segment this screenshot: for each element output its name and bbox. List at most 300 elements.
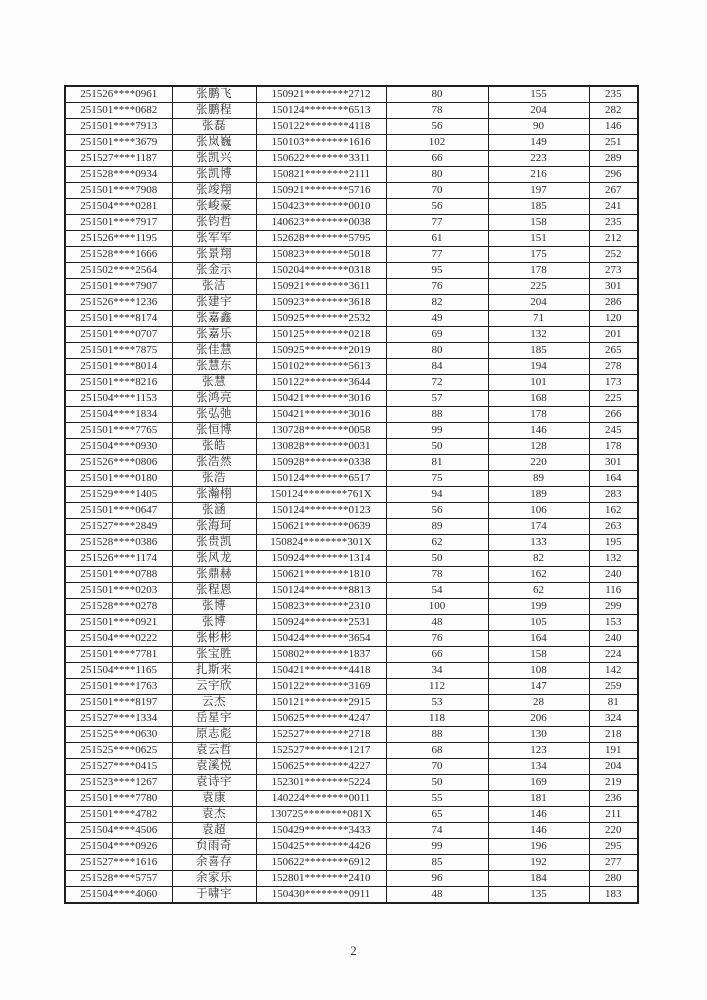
table-cell-score1: 89 [386, 519, 488, 535]
table-cell-exam-no: 251527****2849 [65, 519, 172, 535]
table-cell-name: 张恒博 [172, 423, 256, 439]
table-row [65, 711, 638, 727]
table-cell-name: 张涵 [172, 503, 256, 519]
table-cell-score1: 50 [386, 551, 488, 567]
table-cell-score2: 181 [488, 791, 589, 807]
table-cell-total: 116 [589, 583, 638, 599]
table-cell-name: 张浩 [172, 471, 256, 487]
table-cell-name: 张凯博 [172, 167, 256, 183]
table-cell-score1: 81 [386, 455, 488, 471]
table-cell-total: 219 [589, 775, 638, 791]
table-cell-exam-no: 251501****7907 [65, 279, 172, 295]
table-row [65, 487, 638, 503]
table-cell-score1: 74 [386, 823, 488, 839]
table-cell-id-number: 150621********0639 [256, 519, 386, 535]
table-cell-name: 袁云哲 [172, 743, 256, 759]
table-cell-score1: 100 [386, 599, 488, 615]
table-cell-id-number: 152801********2410 [256, 871, 386, 887]
table-cell-exam-no: 251527****1187 [65, 151, 172, 167]
table-cell-exam-no: 251526****1195 [65, 231, 172, 247]
table-cell-exam-no: 251526****1174 [65, 551, 172, 567]
table-cell-score2: 206 [488, 711, 589, 727]
table-cell-total: 235 [589, 215, 638, 231]
table-cell-name: 张皓 [172, 439, 256, 455]
table-cell-id-number: 150122********3169 [256, 679, 386, 695]
table-cell-exam-no: 251501****7781 [65, 647, 172, 663]
table-cell-name: 余家乐 [172, 871, 256, 887]
table-cell-total: 301 [589, 455, 638, 471]
table-cell-exam-no: 251501****4782 [65, 807, 172, 823]
table-cell-exam-no: 251528****0386 [65, 535, 172, 551]
table-cell-id-number: 150102********5613 [256, 359, 386, 375]
table-cell-exam-no: 251502****2564 [65, 263, 172, 279]
table-cell-score1: 77 [386, 247, 488, 263]
table-row [65, 167, 638, 183]
table-cell-score1: 65 [386, 807, 488, 823]
table-row [65, 231, 638, 247]
table-cell-name: 袁杰 [172, 807, 256, 823]
table-cell-name: 袁溪悦 [172, 759, 256, 775]
table-cell-exam-no: 251525****0630 [65, 727, 172, 743]
table-row [65, 327, 638, 343]
table-cell-score1: 56 [386, 199, 488, 215]
table-cell-total: 132 [589, 551, 638, 567]
table-cell-exam-no: 251504****0926 [65, 839, 172, 855]
table-row [65, 407, 638, 423]
table-cell-score1: 49 [386, 311, 488, 327]
table-cell-name: 于啸宇 [172, 887, 256, 904]
table-cell-total: 146 [589, 119, 638, 135]
table-row [65, 135, 638, 151]
table-cell-score2: 130 [488, 727, 589, 743]
table-cell-id-number: 150121********2915 [256, 695, 386, 711]
table-cell-exam-no: 251501****7875 [65, 343, 172, 359]
table-cell-name: 张弘弛 [172, 407, 256, 423]
table-cell-score1: 76 [386, 631, 488, 647]
table-cell-exam-no: 251504****1153 [65, 391, 172, 407]
table-cell-exam-no: 251527****1334 [65, 711, 172, 727]
table-cell-total: 277 [589, 855, 638, 871]
table-cell-name: 袁诗宇 [172, 775, 256, 791]
table-row [65, 151, 638, 167]
table-cell-name: 张宝胜 [172, 647, 256, 663]
table-row [65, 471, 638, 487]
table-cell-name: 张浩然 [172, 455, 256, 471]
score-table-body [65, 86, 638, 903]
table-cell-name: 袁超 [172, 823, 256, 839]
table-cell-score2: 62 [488, 583, 589, 599]
table-cell-score2: 151 [488, 231, 589, 247]
table-cell-score2: 28 [488, 695, 589, 711]
table-cell-total: 201 [589, 327, 638, 343]
table-cell-score1: 50 [386, 439, 488, 455]
table-cell-score2: 135 [488, 887, 589, 904]
table-cell-score1: 34 [386, 663, 488, 679]
table-cell-exam-no: 251504****4506 [65, 823, 172, 839]
table-cell-id-number: 152527********1217 [256, 743, 386, 759]
table-cell-id-number: 150921********5716 [256, 183, 386, 199]
table-cell-score1: 53 [386, 695, 488, 711]
table-cell-total: 324 [589, 711, 638, 727]
table-cell-score2: 134 [488, 759, 589, 775]
table-cell-id-number: 130828********0031 [256, 439, 386, 455]
table-row [65, 743, 638, 759]
table-cell-score2: 185 [488, 343, 589, 359]
table-cell-score2: 174 [488, 519, 589, 535]
table-cell-total: 278 [589, 359, 638, 375]
table-cell-id-number: 150122********4118 [256, 119, 386, 135]
table-cell-name: 张风龙 [172, 551, 256, 567]
table-cell-total: 241 [589, 199, 638, 215]
table-cell-name: 张博 [172, 599, 256, 615]
table-cell-name: 张钧哲 [172, 215, 256, 231]
table-cell-id-number: 150625********4227 [256, 759, 386, 775]
table-cell-name: 张海珂 [172, 519, 256, 535]
table-cell-exam-no: 251501****1763 [65, 679, 172, 695]
table-cell-score2: 133 [488, 535, 589, 551]
table-cell-score2: 196 [488, 839, 589, 855]
table-cell-score1: 77 [386, 215, 488, 231]
table-cell-score2: 197 [488, 183, 589, 199]
table-cell-exam-no: 251525****0625 [65, 743, 172, 759]
table-cell-exam-no: 251527****1616 [65, 855, 172, 871]
table-cell-total: 142 [589, 663, 638, 679]
table-cell-score2: 185 [488, 199, 589, 215]
table-row [65, 887, 638, 904]
table-cell-score2: 225 [488, 279, 589, 295]
table-cell-score1: 76 [386, 279, 488, 295]
table-cell-score1: 66 [386, 151, 488, 167]
table-cell-score2: 204 [488, 295, 589, 311]
table-cell-name: 云杰 [172, 695, 256, 711]
table-cell-score2: 146 [488, 423, 589, 439]
table-cell-score1: 72 [386, 375, 488, 391]
table-cell-name: 袁康 [172, 791, 256, 807]
table-cell-score1: 78 [386, 567, 488, 583]
table-row [65, 759, 638, 775]
table-cell-total: 273 [589, 263, 638, 279]
table-cell-total: 240 [589, 567, 638, 583]
table-cell-name: 张磊 [172, 119, 256, 135]
table-row [65, 631, 638, 647]
table-cell-id-number: 140623********0038 [256, 215, 386, 231]
table-row [65, 423, 638, 439]
table-cell-id-number: 150622********6912 [256, 855, 386, 871]
table-cell-name: 张峻豪 [172, 199, 256, 215]
table-cell-name: 张景翔 [172, 247, 256, 263]
table-cell-name: 张鸿亮 [172, 391, 256, 407]
table-cell-score2: 164 [488, 631, 589, 647]
table-cell-score1: 68 [386, 743, 488, 759]
table-cell-id-number: 150125********0218 [256, 327, 386, 343]
table-cell-name: 张彬彬 [172, 631, 256, 647]
table-cell-name: 张嘉鑫 [172, 311, 256, 327]
table-cell-id-number: 152527********2718 [256, 727, 386, 743]
table-cell-total: 212 [589, 231, 638, 247]
table-cell-score2: 132 [488, 327, 589, 343]
table-cell-score2: 106 [488, 503, 589, 519]
table-cell-score1: 84 [386, 359, 488, 375]
table-cell-score2: 216 [488, 167, 589, 183]
table-cell-total: 283 [589, 487, 638, 503]
table-cell-total: 204 [589, 759, 638, 775]
table-cell-id-number: 150424********3654 [256, 631, 386, 647]
table-cell-total: 282 [589, 103, 638, 119]
table-cell-total: 289 [589, 151, 638, 167]
table-cell-name: 张军军 [172, 231, 256, 247]
table-cell-id-number: 150824********301X [256, 535, 386, 551]
table-cell-total: 267 [589, 183, 638, 199]
table-cell-name: 张贵凯 [172, 535, 256, 551]
table-cell-id-number: 150621********1810 [256, 567, 386, 583]
table-cell-exam-no: 251501****0788 [65, 567, 172, 583]
table-row [65, 391, 638, 407]
table-cell-score1: 95 [386, 263, 488, 279]
table-row [65, 519, 638, 535]
table-row [65, 439, 638, 455]
table-cell-score1: 61 [386, 231, 488, 247]
table-cell-score2: 101 [488, 375, 589, 391]
table-row [65, 183, 638, 199]
table-cell-id-number: 150821********2111 [256, 167, 386, 183]
table-cell-exam-no: 251526****0961 [65, 86, 172, 103]
table-cell-score2: 178 [488, 263, 589, 279]
table-cell-total: 120 [589, 311, 638, 327]
table-row [65, 871, 638, 887]
table-cell-total: 178 [589, 439, 638, 455]
page-number: 2 [350, 944, 357, 958]
table-cell-name: 扎斯来 [172, 663, 256, 679]
table-cell-exam-no: 251501****0707 [65, 327, 172, 343]
table-row [65, 727, 638, 743]
table-cell-score1: 57 [386, 391, 488, 407]
table-cell-score2: 128 [488, 439, 589, 455]
table-cell-id-number: 150925********2532 [256, 311, 386, 327]
table-cell-score2: 162 [488, 567, 589, 583]
table-cell-total: 211 [589, 807, 638, 823]
table-cell-exam-no: 251504****0930 [65, 439, 172, 455]
table-cell-name: 云宇欣 [172, 679, 256, 695]
table-row [65, 663, 638, 679]
table-cell-id-number: 150124********6517 [256, 471, 386, 487]
table-cell-score2: 149 [488, 135, 589, 151]
table-cell-total: 173 [589, 375, 638, 391]
table-cell-score2: 155 [488, 86, 589, 103]
table-cell-id-number: 150823********5018 [256, 247, 386, 263]
table-row [65, 823, 638, 839]
table-cell-total: 295 [589, 839, 638, 855]
table-row [65, 695, 638, 711]
table-cell-id-number: 150802********1837 [256, 647, 386, 663]
table-cell-total: 240 [589, 631, 638, 647]
table-cell-score1: 88 [386, 727, 488, 743]
table-cell-total: 245 [589, 423, 638, 439]
table-cell-exam-no: 251501****0921 [65, 615, 172, 631]
table-cell-score2: 123 [488, 743, 589, 759]
table-cell-score2: 82 [488, 551, 589, 567]
table-cell-name: 张鹏程 [172, 103, 256, 119]
table-cell-score2: 223 [488, 151, 589, 167]
table-cell-id-number: 130728********0058 [256, 423, 386, 439]
table-cell-score1: 80 [386, 343, 488, 359]
table-cell-total: 220 [589, 823, 638, 839]
table-cell-total: 225 [589, 391, 638, 407]
table-cell-exam-no: 251501****0647 [65, 503, 172, 519]
table-cell-exam-no: 251501****3679 [65, 135, 172, 151]
table-cell-id-number: 152301********5224 [256, 775, 386, 791]
table-cell-score1: 55 [386, 791, 488, 807]
table-cell-id-number: 150421********3016 [256, 407, 386, 423]
table-cell-exam-no: 251527****0415 [65, 759, 172, 775]
table-cell-name: 岳星宇 [172, 711, 256, 727]
table-cell-score2: 90 [488, 119, 589, 135]
table-cell-id-number: 150925********2019 [256, 343, 386, 359]
table-cell-total: 218 [589, 727, 638, 743]
table-cell-total: 265 [589, 343, 638, 359]
table-cell-id-number: 150921********2712 [256, 86, 386, 103]
table-cell-id-number: 150429********3433 [256, 823, 386, 839]
table-cell-name: 贠雨奇 [172, 839, 256, 855]
table-cell-score2: 204 [488, 103, 589, 119]
table-cell-score2: 146 [488, 823, 589, 839]
table-cell-id-number: 150124********8813 [256, 583, 386, 599]
table-row [65, 551, 638, 567]
table-cell-total: 236 [589, 791, 638, 807]
table-cell-id-number: 140224********0011 [256, 791, 386, 807]
table-row [65, 775, 638, 791]
table-cell-total: 195 [589, 535, 638, 551]
table-row [65, 311, 638, 327]
table-cell-exam-no: 251501****8174 [65, 311, 172, 327]
table-row [65, 855, 638, 871]
table-cell-score2: 189 [488, 487, 589, 503]
table-cell-score2: 71 [488, 311, 589, 327]
table-cell-name: 张慧 [172, 375, 256, 391]
table-cell-score1: 80 [386, 167, 488, 183]
table-cell-id-number: 150924********1314 [256, 551, 386, 567]
table-cell-exam-no: 251526****1236 [65, 295, 172, 311]
table-cell-exam-no: 251501****7913 [65, 119, 172, 135]
table-row [65, 343, 638, 359]
table-row [65, 103, 638, 119]
table-row [65, 647, 638, 663]
table-row [65, 503, 638, 519]
table-row [65, 583, 638, 599]
table-cell-score1: 56 [386, 503, 488, 519]
table-cell-exam-no: 251526****0806 [65, 455, 172, 471]
table-row [65, 199, 638, 215]
table-row [65, 535, 638, 551]
table-cell-score1: 50 [386, 775, 488, 791]
table-cell-id-number: 150921********3611 [256, 279, 386, 295]
table-cell-exam-no: 251501****7908 [65, 183, 172, 199]
table-cell-id-number: 150924********2531 [256, 615, 386, 631]
table-cell-name: 张鹏飞 [172, 86, 256, 103]
table-cell-id-number: 150124********6513 [256, 103, 386, 119]
table-row [65, 86, 638, 103]
table-row [65, 263, 638, 279]
table-cell-score1: 102 [386, 135, 488, 151]
table-cell-id-number: 150425********4426 [256, 839, 386, 855]
table-cell-score2: 192 [488, 855, 589, 871]
table-cell-exam-no: 251501****7765 [65, 423, 172, 439]
table-cell-exam-no: 251501****7780 [65, 791, 172, 807]
table-cell-total: 191 [589, 743, 638, 759]
table-cell-score1: 99 [386, 423, 488, 439]
table-cell-id-number: 150421********4418 [256, 663, 386, 679]
table-cell-score1: 48 [386, 615, 488, 631]
table-cell-exam-no: 251529****1405 [65, 487, 172, 503]
table-cell-score1: 85 [386, 855, 488, 871]
table-cell-exam-no: 251504****0222 [65, 631, 172, 647]
table-cell-id-number: 150421********3016 [256, 391, 386, 407]
table-cell-score1: 70 [386, 183, 488, 199]
table-cell-total: 286 [589, 295, 638, 311]
table-cell-score1: 94 [386, 487, 488, 503]
table-cell-score1: 54 [386, 583, 488, 599]
table-cell-total: 183 [589, 887, 638, 904]
table-cell-total: 296 [589, 167, 638, 183]
table-cell-id-number: 150430********0911 [256, 887, 386, 904]
table-cell-total: 164 [589, 471, 638, 487]
table-cell-id-number: 150124********761X [256, 487, 386, 503]
table-cell-score1: 80 [386, 86, 488, 103]
table-cell-total: 235 [589, 86, 638, 103]
table-cell-score1: 75 [386, 471, 488, 487]
table-row [65, 791, 638, 807]
table-cell-id-number: 130725********081X [256, 807, 386, 823]
table-cell-id-number: 150622********3311 [256, 151, 386, 167]
table-cell-name: 张程恩 [172, 583, 256, 599]
table-cell-total: 259 [589, 679, 638, 695]
table-cell-score1: 88 [386, 407, 488, 423]
table-cell-total: 251 [589, 135, 638, 151]
table-cell-score2: 220 [488, 455, 589, 471]
table-cell-name: 张洁 [172, 279, 256, 295]
table-cell-exam-no: 251528****5757 [65, 871, 172, 887]
table-cell-id-number: 152628********5795 [256, 231, 386, 247]
table-cell-exam-no: 251528****0278 [65, 599, 172, 615]
table-cell-exam-no: 251504****1834 [65, 407, 172, 423]
table-cell-name: 张竣翔 [172, 183, 256, 199]
table-row [65, 455, 638, 471]
table-cell-exam-no: 251501****8197 [65, 695, 172, 711]
table-cell-exam-no: 251501****0180 [65, 471, 172, 487]
table-cell-total: 153 [589, 615, 638, 631]
table-cell-score2: 158 [488, 647, 589, 663]
table-cell-score2: 108 [488, 663, 589, 679]
table-cell-id-number: 150928********0338 [256, 455, 386, 471]
table-cell-score1: 69 [386, 327, 488, 343]
table-cell-score1: 70 [386, 759, 488, 775]
table-cell-exam-no: 251523****1267 [65, 775, 172, 791]
table-cell-total: 266 [589, 407, 638, 423]
table-cell-score1: 82 [386, 295, 488, 311]
table-cell-name: 张建宇 [172, 295, 256, 311]
table-cell-score2: 168 [488, 391, 589, 407]
table-cell-score2: 146 [488, 807, 589, 823]
table-cell-name: 张博 [172, 615, 256, 631]
table-cell-total: 263 [589, 519, 638, 535]
table-cell-score2: 89 [488, 471, 589, 487]
table-cell-id-number: 150923********3618 [256, 295, 386, 311]
table-cell-score2: 199 [488, 599, 589, 615]
table-cell-name: 张慧东 [172, 359, 256, 375]
table-cell-id-number: 150124********0123 [256, 503, 386, 519]
table-cell-id-number: 150103********1616 [256, 135, 386, 151]
table-cell-exam-no: 251501****7917 [65, 215, 172, 231]
table-cell-score2: 169 [488, 775, 589, 791]
